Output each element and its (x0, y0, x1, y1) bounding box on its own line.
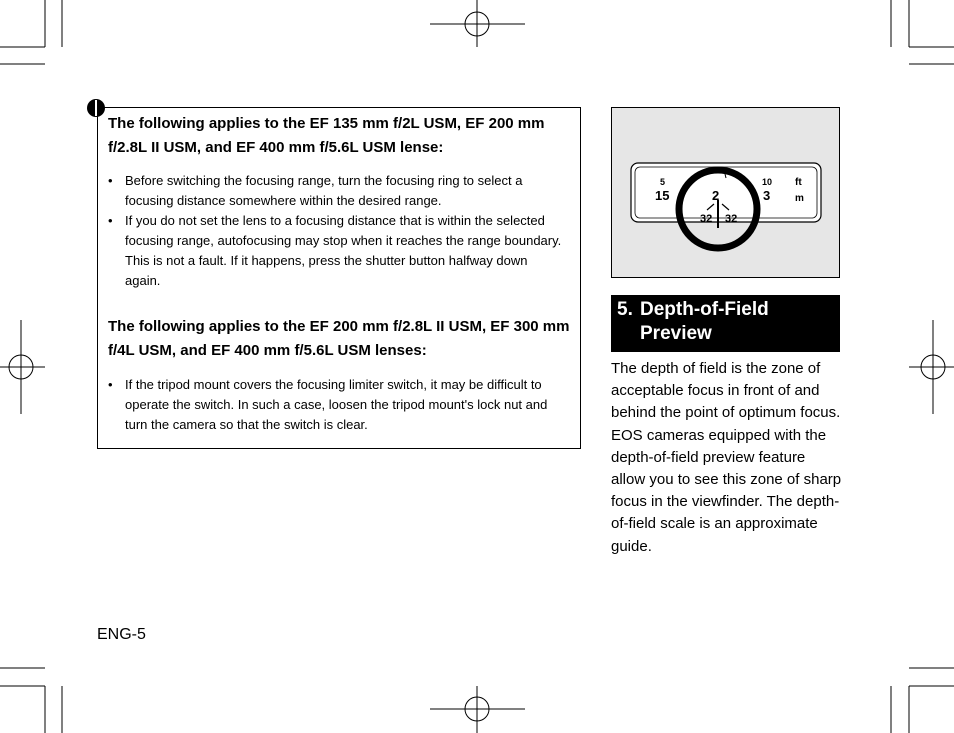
caution-heading-2: The following applies to the EF 200 mm f/2.8L II USM, EF 300 mm f/4L USM, and EF 400 mm f/5.6L USM lenses: (108, 318, 570, 359)
scale-ft-5: 5 (660, 177, 666, 187)
unit-m-label: m (795, 193, 804, 204)
scale-ft-10: 10 (762, 177, 773, 187)
scale-m-15: 15 (655, 188, 670, 203)
scale-m-3: 3 (763, 188, 771, 203)
aperture-right: 32 (725, 213, 738, 225)
section-body (611, 358, 843, 558)
section-header (611, 295, 840, 352)
unit-ft-label: ft (795, 177, 802, 188)
section-title: Depth-of-Field Preview (640, 299, 769, 344)
list-item: • Before switching the focusing range, turn the focusing ring to select a focusing distance somewhere within the desired range. (108, 173, 523, 208)
body-paragraph: EOS cameras equipped with the depth-of-field preview feature allow you to see this zone of sharp focus in the viewfinder. The depth-of-field scale is an approximate guide. (611, 426, 842, 555)
aperture-left: 32 (700, 213, 713, 225)
section-number: 5. (617, 299, 633, 320)
page-number: ENG-5 (97, 626, 146, 643)
list-item: • If the tripod mount covers the focusing limiter switch, it may be difficult to operate the switch. In such a case, loosen the tripod mount's lock nut and turn the camera so that the switch is clear. (108, 377, 548, 432)
list-item: • If you do not set the lens to a focusing distance that is within the selected focusing range, autofocusing may stop when it reaches the range boundary. This is not a fault. If it happens, press the shutter button halfway down again. (108, 213, 562, 288)
body-paragraph: The depth of field is the zone of acceptable focus in front of and behind the point of optimum focus. (611, 360, 841, 422)
scale-m-2: 2 (712, 188, 720, 203)
caution-heading-1: The following applies to the EF 135 mm f/2L USM, EF 200 mm f/2.8L II USM, and EF 400 mm f/5.6L USM lense: (108, 115, 545, 156)
